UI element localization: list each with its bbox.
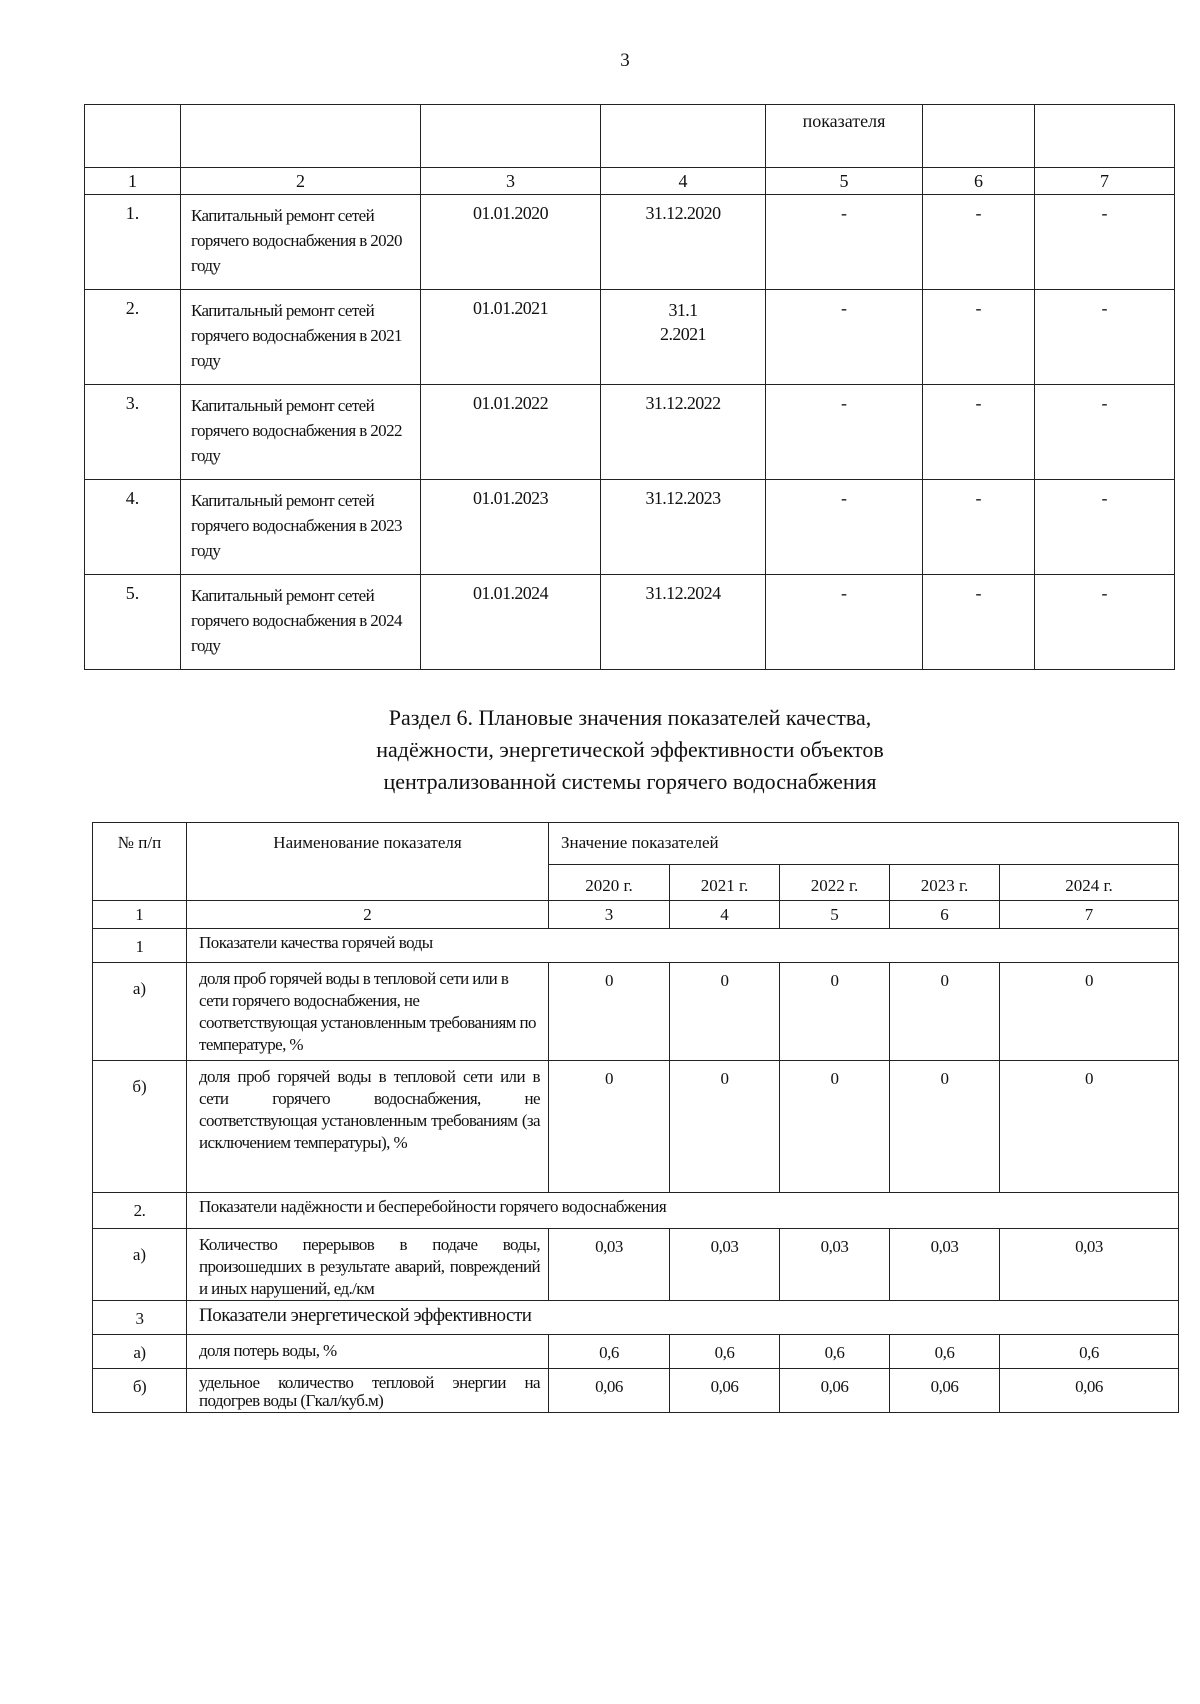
indicator-value: 0 — [549, 1061, 670, 1193]
column-number: 3 — [549, 901, 670, 929]
year-header: 2020 г. — [549, 865, 670, 901]
cell-dash: - — [923, 575, 1035, 670]
cell-dash: - — [1035, 575, 1175, 670]
end-date: 31.1 2.2021 — [601, 290, 766, 385]
cell-dash: - — [766, 480, 923, 575]
indicator-label: доля проб горячей воды в тепловой сети или в сети горячего водоснабжения, не соответствующая установленным требованиям по температуре, % — [187, 963, 549, 1061]
indicator-index: а) — [93, 1335, 187, 1369]
indicator-value: 0,03 — [670, 1229, 780, 1301]
section-title — [280, 702, 980, 798]
start-date: 01.01.2021 — [421, 290, 601, 385]
table-row — [85, 575, 1175, 670]
end-date: 31.12.2023 — [601, 480, 766, 575]
cell-dash: - — [923, 195, 1035, 290]
indicator-value: 0,6 — [1000, 1335, 1179, 1369]
year-header: 2023 г. — [890, 865, 1000, 901]
start-date: 01.01.2022 — [421, 385, 601, 480]
year-header: 2021 г. — [670, 865, 780, 901]
header-name: Наименование показателя — [187, 823, 549, 901]
indicator-value: 0 — [670, 963, 780, 1061]
table-row — [85, 195, 1175, 290]
header-row — [93, 823, 1179, 865]
column-numbers-row — [85, 168, 1175, 195]
indicator-value: 0 — [549, 963, 670, 1061]
column-number: 6 — [923, 168, 1035, 195]
indicator-value: 0,6 — [549, 1335, 670, 1369]
indicator-value: 0 — [1000, 963, 1179, 1061]
group-row — [93, 929, 1179, 963]
column-number: 2 — [181, 168, 421, 195]
group-number: 1 — [93, 929, 187, 963]
cell-dash: - — [766, 195, 923, 290]
indicator-value: 0 — [670, 1061, 780, 1193]
work-name: Капитальный ремонт сетей горячего водоснабжения в 2024 году — [181, 575, 421, 670]
start-date: 01.01.2020 — [421, 195, 601, 290]
indicators-table — [92, 822, 1179, 1413]
cell-dash: - — [766, 385, 923, 480]
column-number: 4 — [601, 168, 766, 195]
row-number: 2. — [85, 290, 181, 385]
cell-dash: - — [1035, 290, 1175, 385]
indicator-value: 0 — [780, 963, 890, 1061]
row-number: 3. — [85, 385, 181, 480]
section-title-line: Раздел 6. Плановые значения показателей качества, — [388, 705, 872, 730]
indicator-index: б) — [93, 1061, 187, 1193]
column-number: 3 — [421, 168, 601, 195]
table-row — [85, 290, 1175, 385]
cell-dash: - — [766, 575, 923, 670]
row-number: 1. — [85, 195, 181, 290]
cell-dash: - — [1035, 195, 1175, 290]
cell-dash: - — [1035, 480, 1175, 575]
start-date: 01.01.2024 — [421, 575, 601, 670]
header-num: № п/п — [93, 823, 187, 901]
indicator-row — [93, 1061, 1179, 1193]
column-number: 5 — [780, 901, 890, 929]
indicator-value: 0,06 — [1000, 1369, 1179, 1413]
indicator-value: 0 — [890, 1061, 1000, 1193]
column-number: 4 — [670, 901, 780, 929]
group-row — [93, 1193, 1179, 1229]
column-number: 5 — [766, 168, 923, 195]
indicator-row — [93, 1369, 1179, 1413]
work-name: Капитальный ремонт сетей горячего водоснабжения в 2023 году — [181, 480, 421, 575]
row-number: 5. — [85, 575, 181, 670]
indicator-label: доля проб горячей воды в тепловой сети или в сети горячего водоснабжения, не соответствующая установленным требованиям (за исключением температуры), % — [187, 1061, 549, 1193]
column-number: 7 — [1000, 901, 1179, 929]
indicator-value: 0,06 — [670, 1369, 780, 1413]
indicator-value: 0 — [890, 963, 1000, 1061]
indicator-value: 0,03 — [549, 1229, 670, 1301]
column-numbers-row — [93, 901, 1179, 929]
start-date: 01.01.2023 — [421, 480, 601, 575]
end-date: 31.12.2022 — [601, 385, 766, 480]
section-title-line: надёжности, энергетической эффективности объектов — [376, 737, 884, 762]
column-number: 2 — [187, 901, 549, 929]
table-row — [85, 385, 1175, 480]
indicator-label: доля потерь воды, % — [187, 1335, 549, 1369]
indicator-label: Количество перерывов в подаче воды, произошедших в результате аварий, повреждений и иных нарушений, ед./км — [187, 1229, 549, 1301]
indicator-index: б) — [93, 1369, 187, 1413]
group-row — [93, 1301, 1179, 1335]
group-title: Показатели качества горячей воды — [187, 929, 1179, 963]
group-number: 3 — [93, 1301, 187, 1335]
work-name: Капитальный ремонт сетей горячего водоснабжения в 2022 году — [181, 385, 421, 480]
header-fragment: показателя — [766, 105, 923, 168]
table-header-fragment-row — [85, 105, 1175, 168]
cell-dash: - — [923, 385, 1035, 480]
year-header: 2022 г. — [780, 865, 890, 901]
indicator-value: 0,6 — [670, 1335, 780, 1369]
cell-dash: - — [1035, 385, 1175, 480]
group-number: 2. — [93, 1193, 187, 1229]
table-row — [85, 480, 1175, 575]
group-title: Показатели надёжности и бесперебойности горячего водоснабжения — [187, 1193, 1179, 1229]
indicator-index: а) — [93, 963, 187, 1061]
indicator-index: а) — [93, 1229, 187, 1301]
column-number: 6 — [890, 901, 1000, 929]
end-date: 31.12.2024 — [601, 575, 766, 670]
indicator-value: 0,6 — [890, 1335, 1000, 1369]
column-number: 1 — [85, 168, 181, 195]
cell-dash: - — [923, 480, 1035, 575]
page-number: 3 — [620, 50, 630, 71]
column-number: 7 — [1035, 168, 1175, 195]
indicator-value: 0,03 — [1000, 1229, 1179, 1301]
indicator-row — [93, 1335, 1179, 1369]
year-header: 2024 г. — [1000, 865, 1179, 901]
indicator-row — [93, 1229, 1179, 1301]
end-date: 31.12.2020 — [601, 195, 766, 290]
indicator-value: 0,03 — [780, 1229, 890, 1301]
indicator-label: удельное количество тепловой энергии на подогрев воды (Гкал/куб.м) — [187, 1369, 549, 1413]
indicator-value: 0,03 — [890, 1229, 1000, 1301]
work-name: Капитальный ремонт сетей горячего водоснабжения в 2020 году — [181, 195, 421, 290]
indicator-value: 0,6 — [780, 1335, 890, 1369]
cell-dash: - — [766, 290, 923, 385]
group-title: Показатели энергетической эффективности — [187, 1301, 1179, 1335]
row-number: 4. — [85, 480, 181, 575]
indicator-row — [93, 963, 1179, 1061]
indicator-value: 0 — [1000, 1061, 1179, 1193]
column-number: 1 — [93, 901, 187, 929]
header-values: Значение показателей — [549, 823, 1179, 865]
work-name: Капитальный ремонт сетей горячего водоснабжения в 2021 году — [181, 290, 421, 385]
section-title-line: централизованной системы горячего водоснабжения — [383, 769, 877, 794]
indicator-value: 0,06 — [890, 1369, 1000, 1413]
indicator-value: 0 — [780, 1061, 890, 1193]
indicator-value: 0,06 — [780, 1369, 890, 1413]
works-schedule-table — [84, 104, 1175, 670]
indicator-value: 0,06 — [549, 1369, 670, 1413]
cell-dash: - — [923, 290, 1035, 385]
